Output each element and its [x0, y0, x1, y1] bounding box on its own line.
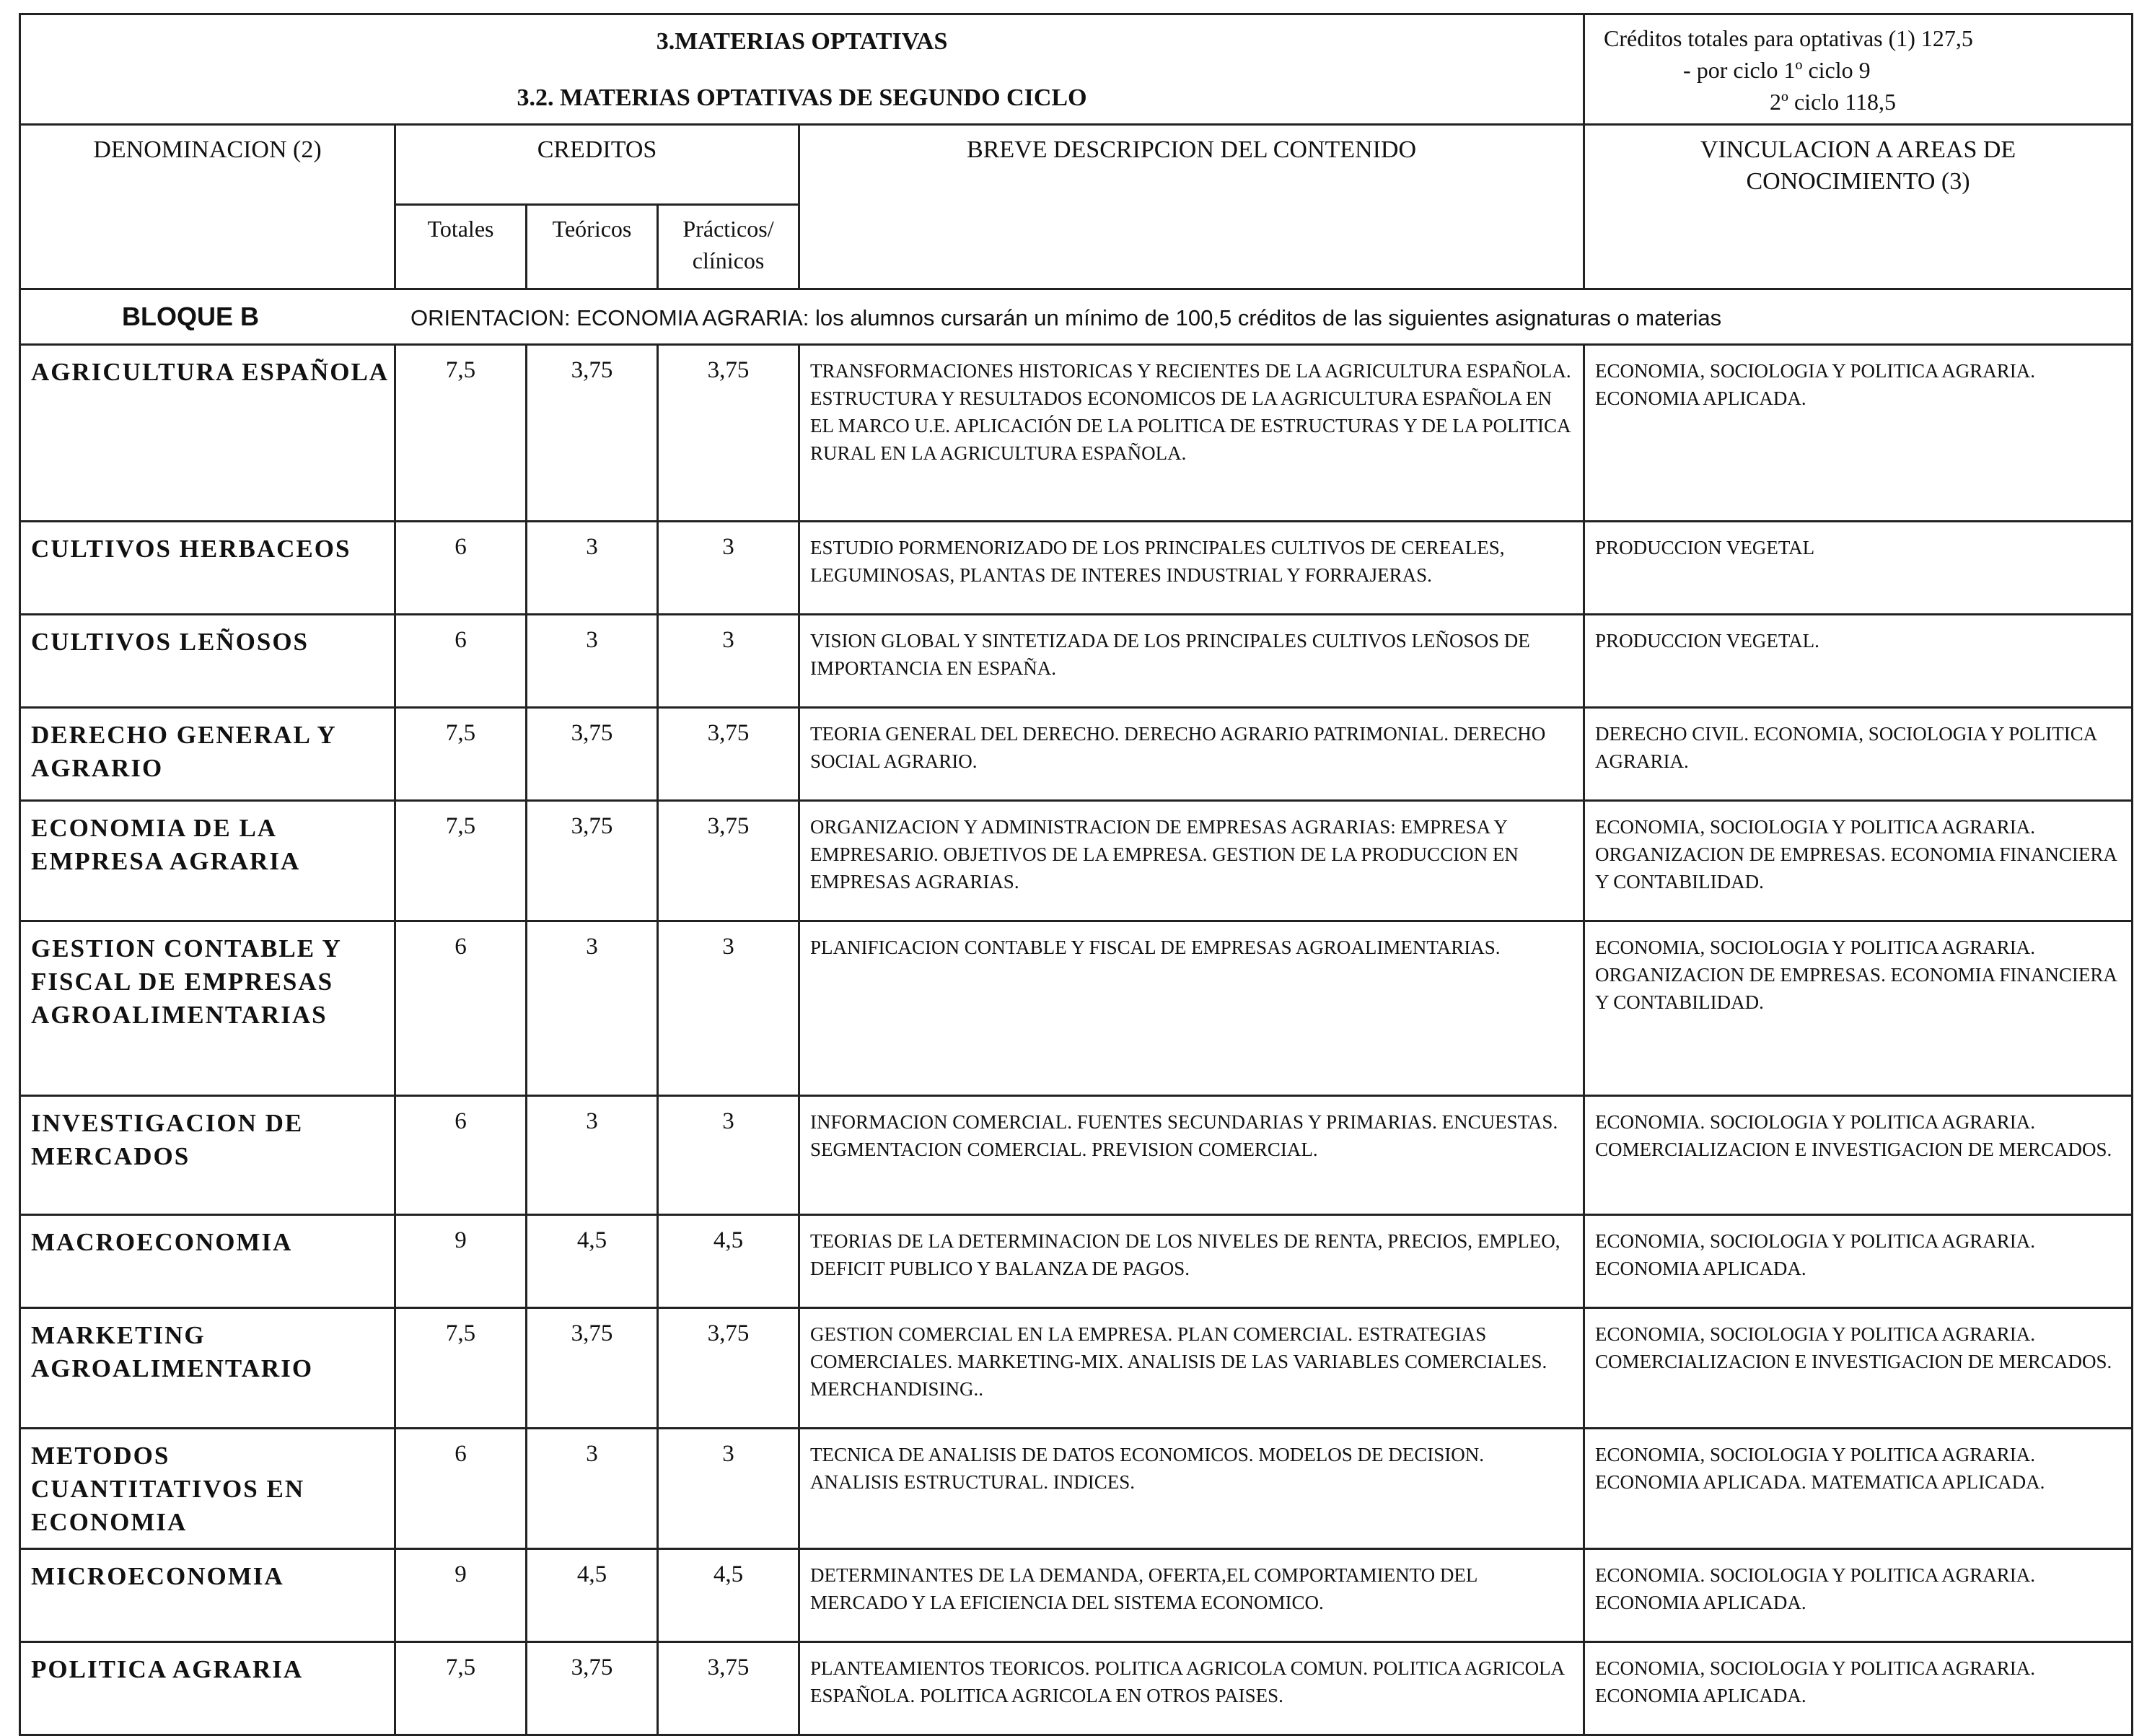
table-row	[20, 345, 2133, 522]
credits-practicos: 4,5	[658, 1215, 799, 1308]
table-row	[20, 1642, 2133, 1735]
content-description: TECNICA DE ANALISIS DE DATOS ECONOMICOS. MODELOS DE DECISION. ANALISIS ESTRUCTURAL. INDICES.	[799, 1429, 1584, 1549]
credits-totales: 9	[395, 1215, 527, 1308]
credits-teoricos: 3,75	[527, 1642, 658, 1735]
credits-cycle-1: - por ciclo 1º ciclo 9	[1683, 57, 1871, 83]
subject-name: MARKETING AGROALIMENTARIO	[20, 1308, 395, 1429]
credits-practicos: 3	[658, 921, 799, 1096]
bloque-label: BLOQUE B	[122, 302, 260, 331]
table-row	[20, 1096, 2133, 1215]
knowledge-area: ECONOMIA, SOCIOLOGIA Y POLITICA AGRARIA. ECONOMIA APLICADA. MATEMATICA APLICADA.	[1584, 1429, 2133, 1549]
header-vinculacion	[1584, 125, 2133, 289]
bloque-cell	[20, 289, 2133, 345]
subject-name: INVESTIGACION DE MERCADOS	[20, 1096, 395, 1215]
credits-practicos: 3,75	[658, 1308, 799, 1429]
credits-teoricos: 3	[527, 921, 658, 1096]
credits-total: Créditos totales para optativas (1) 127,5	[1604, 25, 1973, 51]
credits-teoricos: 3	[527, 615, 658, 708]
subject-name: DERECHO GENERAL Y AGRARIO	[20, 708, 395, 801]
subject-name: MICROECONOMIA	[20, 1549, 395, 1642]
page-subtitle: 3.2. MATERIAS OPTATIVAS DE SEGUNDO CICLO	[517, 84, 1087, 111]
table-row	[20, 801, 2133, 921]
credits-totales: 7,5	[395, 801, 527, 921]
credits-teoricos: 3,75	[527, 801, 658, 921]
content-description: DETERMINANTES DE LA DEMANDA, OFERTA,EL COMPORTAMIENTO DEL MERCADO Y LA EFICIENCIA DEL SISTEMA ECONOMICO.	[799, 1549, 1584, 1642]
credits-summary	[1584, 14, 2133, 125]
header-practicos-line1: Prácticos/	[682, 216, 774, 242]
header-denominacion: DENOMINACION (2)	[20, 125, 395, 289]
subject-name: POLITICA AGRARIA	[20, 1642, 395, 1735]
credits-totales: 7,5	[395, 1642, 527, 1735]
credits-practicos: 3	[658, 1429, 799, 1549]
credits-teoricos: 3,75	[527, 345, 658, 522]
table-row	[20, 615, 2133, 708]
credits-practicos: 3,75	[658, 801, 799, 921]
credits-practicos: 3,75	[658, 708, 799, 801]
subject-name: ECONOMIA DE LA EMPRESA AGRARIA	[20, 801, 395, 921]
content-description: PLANIFICACION CONTABLE Y FISCAL DE EMPRESAS AGROALIMENTARIAS.	[799, 921, 1584, 1096]
subject-name: CULTIVOS LEÑOSOS	[20, 615, 395, 708]
credits-totales: 6	[395, 1096, 527, 1215]
content-description: GESTION COMERCIAL EN LA EMPRESA. PLAN COMERCIAL. ESTRATEGIAS COMERCIALES. MARKETING-MIX. ANALISIS DE LAS VARIABLES COMERCIALES. MERCHANDISING..	[799, 1308, 1584, 1429]
content-description: VISION GLOBAL Y SINTETIZADA DE LOS PRINCIPALES CULTIVOS LEÑOSOS DE IMPORTANCIA EN ESPAÑA.	[799, 615, 1584, 708]
credits-practicos: 3	[658, 1096, 799, 1215]
credits-teoricos: 3	[527, 1429, 658, 1549]
document-sheet	[19, 13, 2131, 1736]
table-row	[20, 1215, 2133, 1308]
bloque-row	[20, 289, 2133, 345]
table-row	[20, 1549, 2133, 1642]
credits-teoricos: 3,75	[527, 1308, 658, 1429]
knowledge-area: PRODUCCION VEGETAL.	[1584, 615, 2133, 708]
content-description: TEORIAS DE LA DETERMINACION DE LOS NIVELES DE RENTA, PRECIOS, EMPLEO, DEFICIT PUBLICO Y BALANZA DE PAGOS.	[799, 1215, 1584, 1308]
credits-practicos: 3	[658, 522, 799, 615]
subject-name: AGRICULTURA ESPAÑOLA	[20, 345, 395, 522]
content-description: ESTUDIO PORMENORIZADO DE LOS PRINCIPALES CULTIVOS DE CEREALES, LEGUMINOSAS, PLANTAS DE INTERES INDUSTRIAL Y FORRAJERAS.	[799, 522, 1584, 615]
credits-totales: 9	[395, 1549, 527, 1642]
materias-table	[19, 13, 2133, 1736]
table-row	[20, 921, 2133, 1096]
knowledge-area: ECONOMIA, SOCIOLOGIA Y POLITICA AGRARIA. COMERCIALIZACION E INVESTIGACION DE MERCADOS.	[1584, 1308, 2133, 1429]
knowledge-area: ECONOMIA, SOCIOLOGIA Y POLITICA AGRARIA. ORGANIZACION DE EMPRESAS. ECONOMIA FINANCIERA Y CONTABILIDAD.	[1584, 921, 2133, 1096]
subject-name: CULTIVOS HERBACEOS	[20, 522, 395, 615]
header-vinculacion-line1: VINCULACION A AREAS DE	[1700, 136, 2016, 163]
header-practicos-line2: clínicos	[692, 247, 765, 273]
title-row	[20, 14, 2133, 125]
header-totales: Totales	[395, 205, 527, 289]
title-cell	[20, 14, 1584, 125]
credits-totales: 6	[395, 615, 527, 708]
header-teoricos: Teóricos	[527, 205, 658, 289]
knowledge-area: ECONOMIA, SOCIOLOGIA Y POLITICA AGRARIA. ECONOMIA APLICADA.	[1584, 1215, 2133, 1308]
subject-name: MACROECONOMIA	[20, 1215, 395, 1308]
table-row	[20, 1429, 2133, 1549]
content-description: ORGANIZACION Y ADMINISTRACION DE EMPRESAS AGRARIAS: EMPRESA Y EMPRESARIO. OBJETIVOS DE LA EMPRESA. GESTION DE LA PRODUCCION EN EMPRESAS AGRARIAS.	[799, 801, 1584, 921]
credits-teoricos: 4,5	[527, 1215, 658, 1308]
knowledge-area: ECONOMIA. SOCIOLOGIA Y POLITICA AGRARIA. ECONOMIA APLICADA.	[1584, 1549, 2133, 1642]
credits-totales: 6	[395, 1429, 527, 1549]
table-row	[20, 708, 2133, 801]
credits-practicos: 3,75	[658, 345, 799, 522]
credits-totales: 7,5	[395, 708, 527, 801]
knowledge-area: PRODUCCION VEGETAL	[1584, 522, 2133, 615]
credits-teoricos: 3,75	[527, 708, 658, 801]
knowledge-area: ECONOMIA, SOCIOLOGIA Y POLITICA AGRARIA. ECONOMIA APLICADA.	[1584, 345, 2133, 522]
credits-practicos: 3	[658, 615, 799, 708]
header-practicos	[658, 205, 799, 289]
knowledge-area: DERECHO CIVIL. ECONOMIA, SOCIOLOGIA Y POLITICA AGRARIA.	[1584, 708, 2133, 801]
credits-totales: 7,5	[395, 345, 527, 522]
subject-name: GESTION CONTABLE Y FISCAL DE EMPRESAS AGROALIMENTARIAS	[20, 921, 395, 1096]
content-description: TEORIA GENERAL DEL DERECHO. DERECHO AGRARIO PATRIMONIAL. DERECHO SOCIAL AGRARIO.	[799, 708, 1584, 801]
table-row	[20, 1308, 2133, 1429]
content-description: INFORMACION COMERCIAL. FUENTES SECUNDARIAS Y PRIMARIAS. ENCUESTAS. SEGMENTACION COMERCIAL. PREVISION COMERCIAL.	[799, 1096, 1584, 1215]
header-descripcion: BREVE DESCRIPCION DEL CONTENIDO	[799, 125, 1584, 289]
subject-name: METODOS CUANTITATIVOS EN ECONOMIA	[20, 1429, 395, 1549]
credits-teoricos: 4,5	[527, 1549, 658, 1642]
credits-teoricos: 3	[527, 522, 658, 615]
credits-totales: 6	[395, 921, 527, 1096]
credits-totales: 6	[395, 522, 527, 615]
content-description: TRANSFORMACIONES HISTORICAS Y RECIENTES DE LA AGRICULTURA ESPAÑOLA. ESTRUCTURA Y RESULTADOS ECONOMICOS DE LA AGRICULTURA ESPAÑOLA EN EL MARCO U.E. APLICACIÓN DE LA POLITICA DE ESTRUCTURAS Y DE LA POLITICA RURAL EN LA AGRICULTURA ESPAÑOLA.	[799, 345, 1584, 522]
knowledge-area: ECONOMIA, SOCIOLOGIA Y POLITICA AGRARIA. ORGANIZACION DE EMPRESAS. ECONOMIA FINANCIERA Y CONTABILIDAD.	[1584, 801, 2133, 921]
knowledge-area: ECONOMIA. SOCIOLOGIA Y POLITICA AGRARIA. COMERCIALIZACION E INVESTIGACION DE MERCADOS.	[1584, 1096, 2133, 1215]
column-header-row	[20, 125, 2133, 205]
credits-practicos: 3,75	[658, 1642, 799, 1735]
header-creditos: CREDITOS	[395, 125, 799, 205]
content-description: PLANTEAMIENTOS TEORICOS. POLITICA AGRICOLA COMUN. POLITICA AGRICOLA ESPAÑOLA. POLITICA AGRICOLA EN OTROS PAISES.	[799, 1642, 1584, 1735]
credits-totales: 7,5	[395, 1308, 527, 1429]
page-title: 3.MATERIAS OPTATIVAS	[656, 28, 948, 55]
credits-cycle-2: 2º ciclo 118,5	[1770, 89, 1896, 115]
credits-practicos: 4,5	[658, 1549, 799, 1642]
header-vinculacion-line2: CONOCIMIENTO (3)	[1746, 168, 1970, 195]
credits-teoricos: 3	[527, 1096, 658, 1215]
bloque-text: ORIENTACION: ECONOMIA AGRARIA: los alumnos cursarán un mínimo de 100,5 créditos de las siguientes asignaturas o materias	[410, 305, 1722, 330]
knowledge-area: ECONOMIA, SOCIOLOGIA Y POLITICA AGRARIA. ECONOMIA APLICADA.	[1584, 1642, 2133, 1735]
table-row	[20, 522, 2133, 615]
